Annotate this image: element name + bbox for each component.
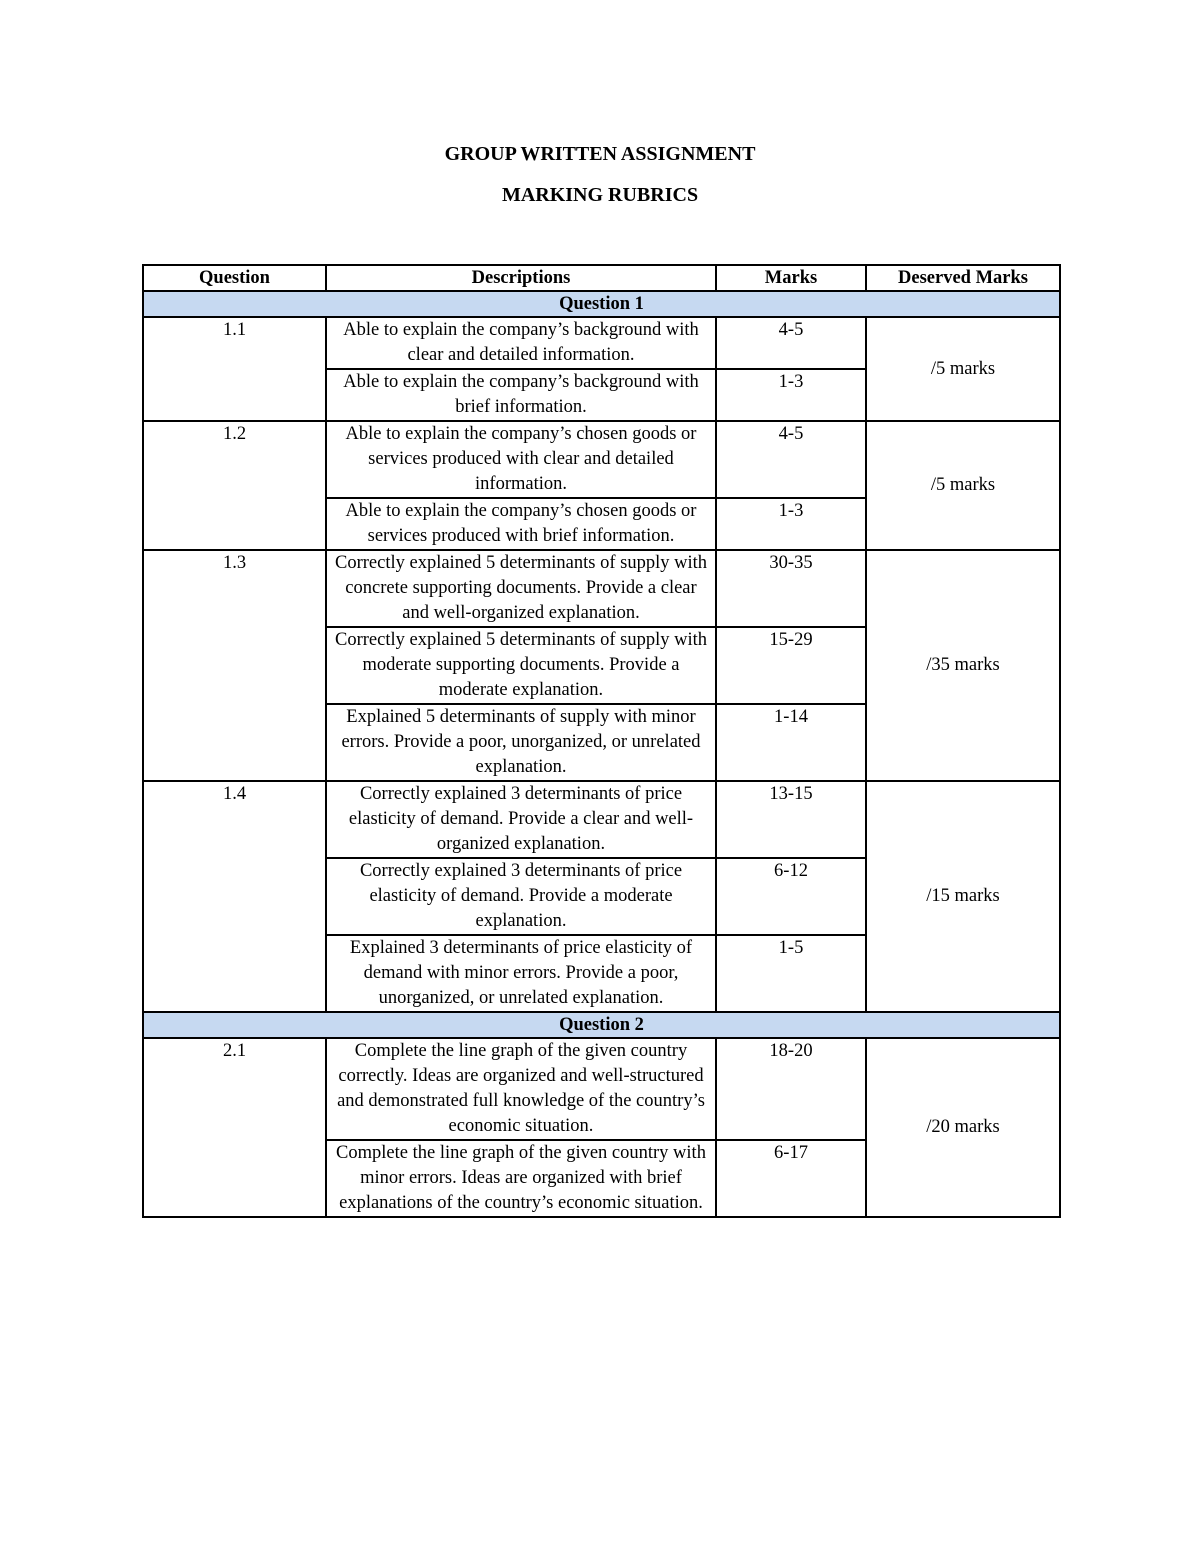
description-cell: Able to explain the company’s chosen goods or services produced with brief information. [326, 498, 716, 550]
description-cell: Able to explain the company’s background with clear and detailed information. [326, 317, 716, 369]
marks-cell: 4-5 [716, 421, 866, 498]
header-marks: Marks [716, 265, 866, 291]
question-id: 2.1 [143, 1038, 326, 1217]
marks-cell: 6-12 [716, 858, 866, 935]
marks-cell: 30-35 [716, 550, 866, 627]
description-cell: Able to explain the company’s background with brief information. [326, 369, 716, 421]
table-header-row [143, 265, 1060, 291]
marks-cell: 1-3 [716, 498, 866, 550]
table-row [143, 1038, 1060, 1140]
section-label: Question 1 [143, 291, 1060, 317]
header-descriptions: Descriptions [326, 265, 716, 291]
deserved-marks-cell: /15 marks [866, 781, 1060, 1012]
description-cell: Complete the line graph of the given country with minor errors. Ideas are organized with brief explanations of the country’s economic situation. [326, 1140, 716, 1217]
question-id: 1.3 [143, 550, 326, 781]
description-cell: Complete the line graph of the given country correctly. Ideas are organized and well-structured and demonstrated full knowledge of the country’s economic situation. [326, 1038, 716, 1140]
header-question: Question [143, 265, 326, 291]
deserved-marks-cell: /20 marks [866, 1038, 1060, 1217]
marks-cell: 4-5 [716, 317, 866, 369]
question-id: 1.4 [143, 781, 326, 1012]
section-label: Question 2 [143, 1012, 1060, 1038]
marks-cell: 6-17 [716, 1140, 866, 1217]
description-cell: Correctly explained 3 determinants of price elasticity of demand. Provide a moderate explanation. [326, 858, 716, 935]
table-row [143, 781, 1060, 858]
table-row [143, 550, 1060, 627]
description-cell: Explained 3 determinants of price elasticity of demand with minor errors. Provide a poor, unorganized, or unrelated explanation. [326, 935, 716, 1012]
header-deserved-marks: Deserved Marks [866, 265, 1060, 291]
document-title: GROUP WRITTEN ASSIGNMENT [444, 143, 756, 165]
description-cell: Correctly explained 5 determinants of supply with moderate supporting documents. Provide a moderate explanation. [326, 627, 716, 704]
marks-cell: 15-29 [716, 627, 866, 704]
description-cell: Able to explain the company’s chosen goods or services produced with clear and detailed information. [326, 421, 716, 498]
description-cell: Correctly explained 3 determinants of price elasticity of demand. Provide a clear and well-organized explanation. [326, 781, 716, 858]
rubric-table [142, 264, 1061, 1218]
question-id: 1.2 [143, 421, 326, 550]
table-row [143, 317, 1060, 369]
section-row [143, 1012, 1060, 1038]
question-id: 1.1 [143, 317, 326, 421]
marks-cell: 18-20 [716, 1038, 866, 1140]
description-cell: Explained 5 determinants of supply with minor errors. Provide a poor, unorganized, or unrelated explanation. [326, 704, 716, 781]
document-subtitle: MARKING RUBRICS [501, 184, 699, 206]
marks-cell: 13-15 [716, 781, 866, 858]
marks-cell: 1-14 [716, 704, 866, 781]
deserved-marks-cell: /5 marks [866, 421, 1060, 550]
deserved-marks-cell: /35 marks [866, 550, 1060, 781]
marks-cell: 1-5 [716, 935, 866, 1012]
deserved-marks-cell: /5 marks [866, 317, 1060, 421]
table-row [143, 421, 1060, 498]
marks-cell: 1-3 [716, 369, 866, 421]
description-cell: Correctly explained 5 determinants of supply with concrete supporting documents. Provide a clear and well-organized explanation. [326, 550, 716, 627]
section-row [143, 291, 1060, 317]
